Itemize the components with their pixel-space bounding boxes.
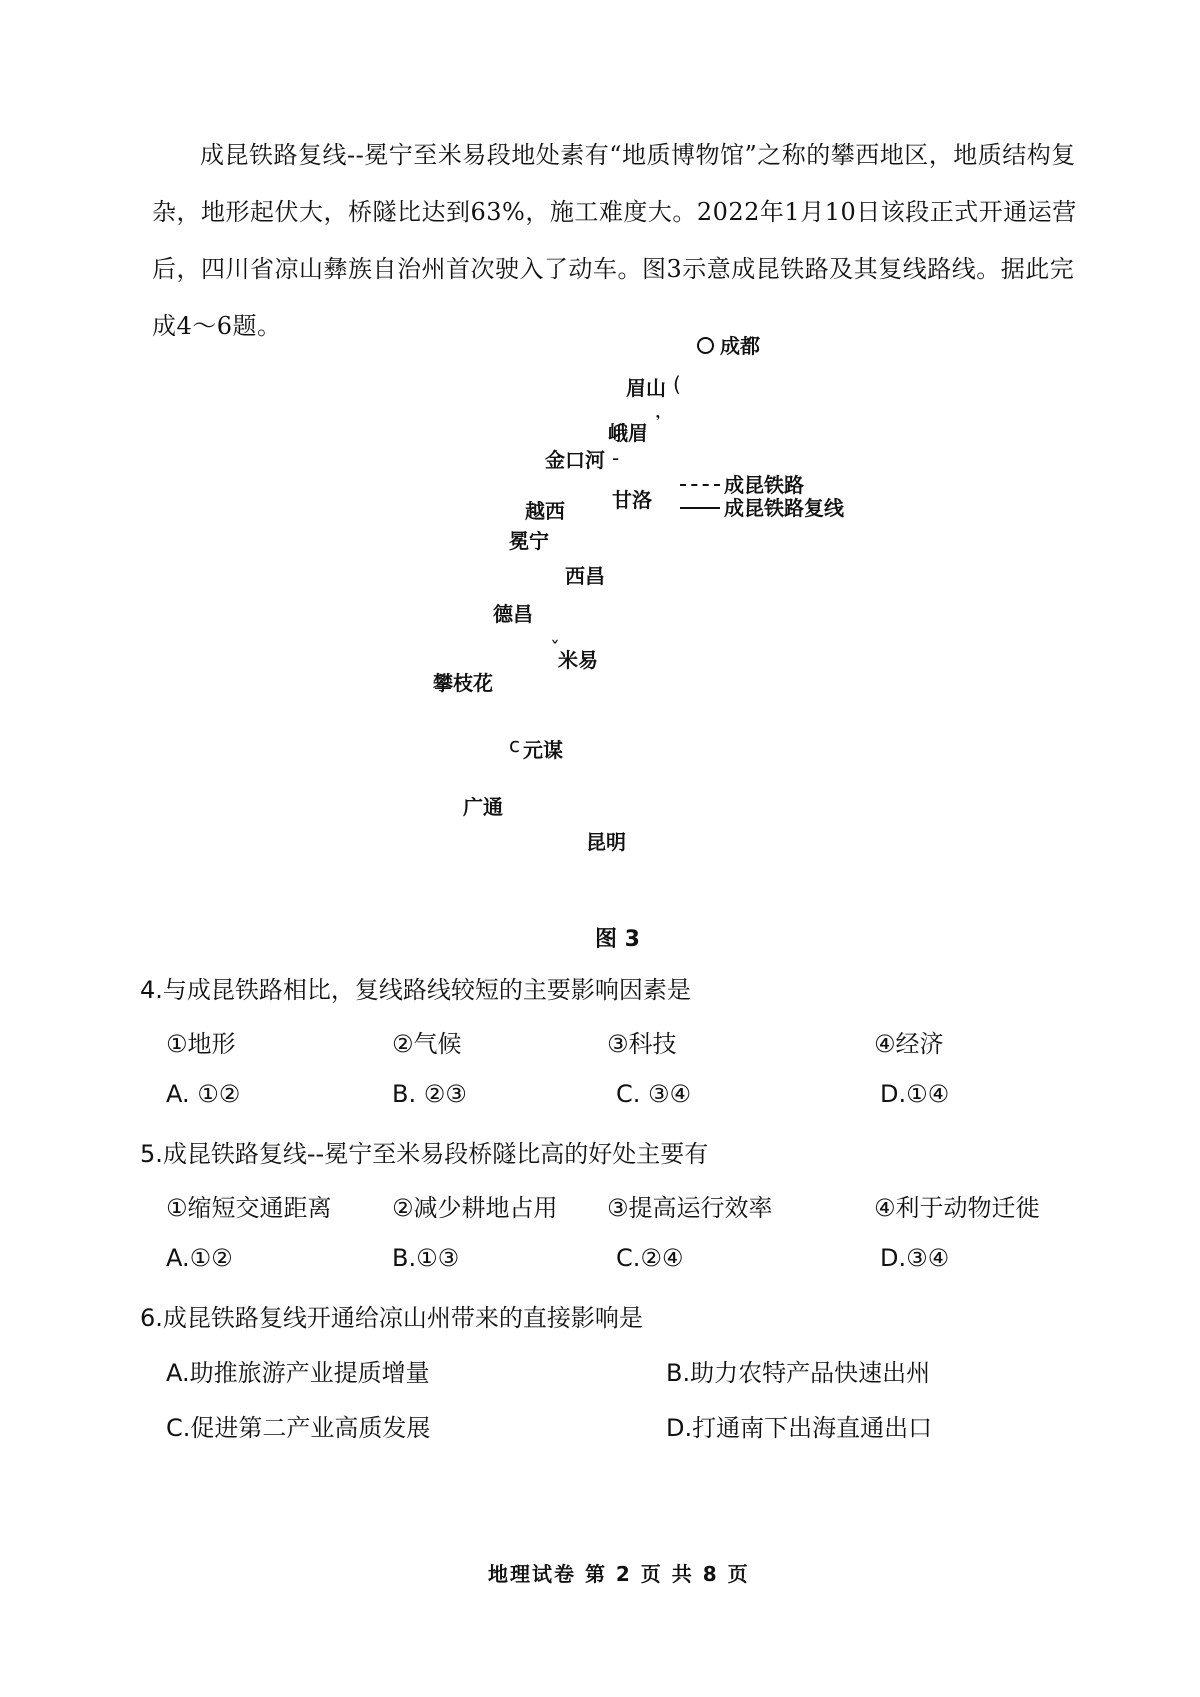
answer-choice-a[interactable]: A.助推旅游产业提质增量 bbox=[166, 1359, 430, 1387]
city-chengdu: 成都 bbox=[697, 330, 760, 359]
city-ganluo: 甘洛 bbox=[612, 488, 652, 512]
answer-choice-d[interactable]: D.打通南下出海直通出口 bbox=[666, 1414, 933, 1442]
city-kunming: 昆明 bbox=[586, 830, 626, 854]
legend-old-line: 成昆铁路 bbox=[680, 469, 804, 498]
route-fragment-icon: - bbox=[612, 446, 620, 470]
question-item: ④经济 bbox=[874, 1030, 944, 1058]
city-yuexi: 越西 bbox=[525, 499, 565, 523]
answer-choice-b[interactable]: B.①③ bbox=[392, 1244, 460, 1272]
answer-choice-c[interactable]: C.②④ bbox=[616, 1244, 684, 1272]
city-meishan: 眉山 bbox=[626, 376, 666, 400]
question-stem: 6.成昆铁路复线开通给凉山州带来的直接影响是 bbox=[140, 1304, 643, 1332]
city-miyi: 米易 bbox=[558, 648, 598, 672]
city-dechang: 德昌 bbox=[493, 602, 533, 626]
answer-choice-c[interactable]: C.促进第二产业高质发展 bbox=[166, 1414, 431, 1442]
dashed-line-icon bbox=[680, 484, 720, 486]
question-item: ③提高运行效率 bbox=[607, 1194, 773, 1222]
route-fragment-icon: ( bbox=[673, 372, 681, 396]
answer-choice-d[interactable]: D.①④ bbox=[880, 1080, 950, 1108]
question-item: ②减少耕地占用 bbox=[392, 1194, 558, 1222]
city-xichang: 西昌 bbox=[565, 564, 605, 588]
route-fragment-icon: ˇ bbox=[550, 637, 560, 661]
city-yuanmou: 元谋 bbox=[523, 738, 563, 762]
intro-paragraph: 成昆铁路复线--冕宁至米易段地处素有“地质博物馆”之称的攀西地区，地质结构复杂，地形起伏大，桥隧比达到63%，施工难度大。2022年1月10日该段正式开通运营后，四川省凉山彝族自治州首次驶入了动车。图3示意成昆铁路及其复线路线。据此完成4～6题。 bbox=[152, 141, 1077, 340]
city-guangtong: 广通 bbox=[463, 795, 503, 819]
question-item: ④利于动物迁徙 bbox=[874, 1194, 1040, 1222]
city-circle-icon bbox=[697, 337, 714, 354]
answer-choice-b[interactable]: B. ②③ bbox=[392, 1080, 467, 1108]
city-mianning: 冕宁 bbox=[509, 529, 549, 553]
question-item: ①缩短交通距离 bbox=[166, 1194, 332, 1222]
answer-choice-a[interactable]: A. ①② bbox=[166, 1080, 241, 1108]
answer-choice-b[interactable]: B.助力农特产品快速出州 bbox=[666, 1359, 931, 1387]
city-panzhihua: 攀枝花 bbox=[433, 671, 493, 695]
route-fragment-icon: ⅽ bbox=[509, 733, 520, 757]
city-emei: 峨眉 bbox=[608, 421, 648, 445]
answer-choice-a[interactable]: A.①② bbox=[166, 1244, 233, 1272]
question-item: ②气候 bbox=[392, 1030, 462, 1058]
city-jinkouhe: 金口河 bbox=[545, 448, 605, 472]
legend-new-line: 成昆铁路复线 bbox=[680, 492, 844, 521]
question-stem: 5.成昆铁路复线--冕宁至米易段桥隧比高的好处主要有 bbox=[140, 1140, 709, 1168]
question-item: ③科技 bbox=[607, 1030, 677, 1058]
question-stem: 4.与成昆铁路相比，复线路线较短的主要影响因素是 bbox=[140, 976, 691, 1004]
answer-choice-c[interactable]: C. ③④ bbox=[616, 1080, 692, 1108]
route-fragment-icon: 𝄒 bbox=[656, 414, 660, 438]
solid-line-icon bbox=[680, 507, 720, 509]
figure-caption: 图 3 bbox=[595, 927, 640, 952]
page-footer: 地理试卷 第 2 页 共 8 页 bbox=[488, 1562, 750, 1586]
answer-choice-d[interactable]: D.③④ bbox=[880, 1244, 950, 1272]
question-item: ①地形 bbox=[166, 1030, 236, 1058]
